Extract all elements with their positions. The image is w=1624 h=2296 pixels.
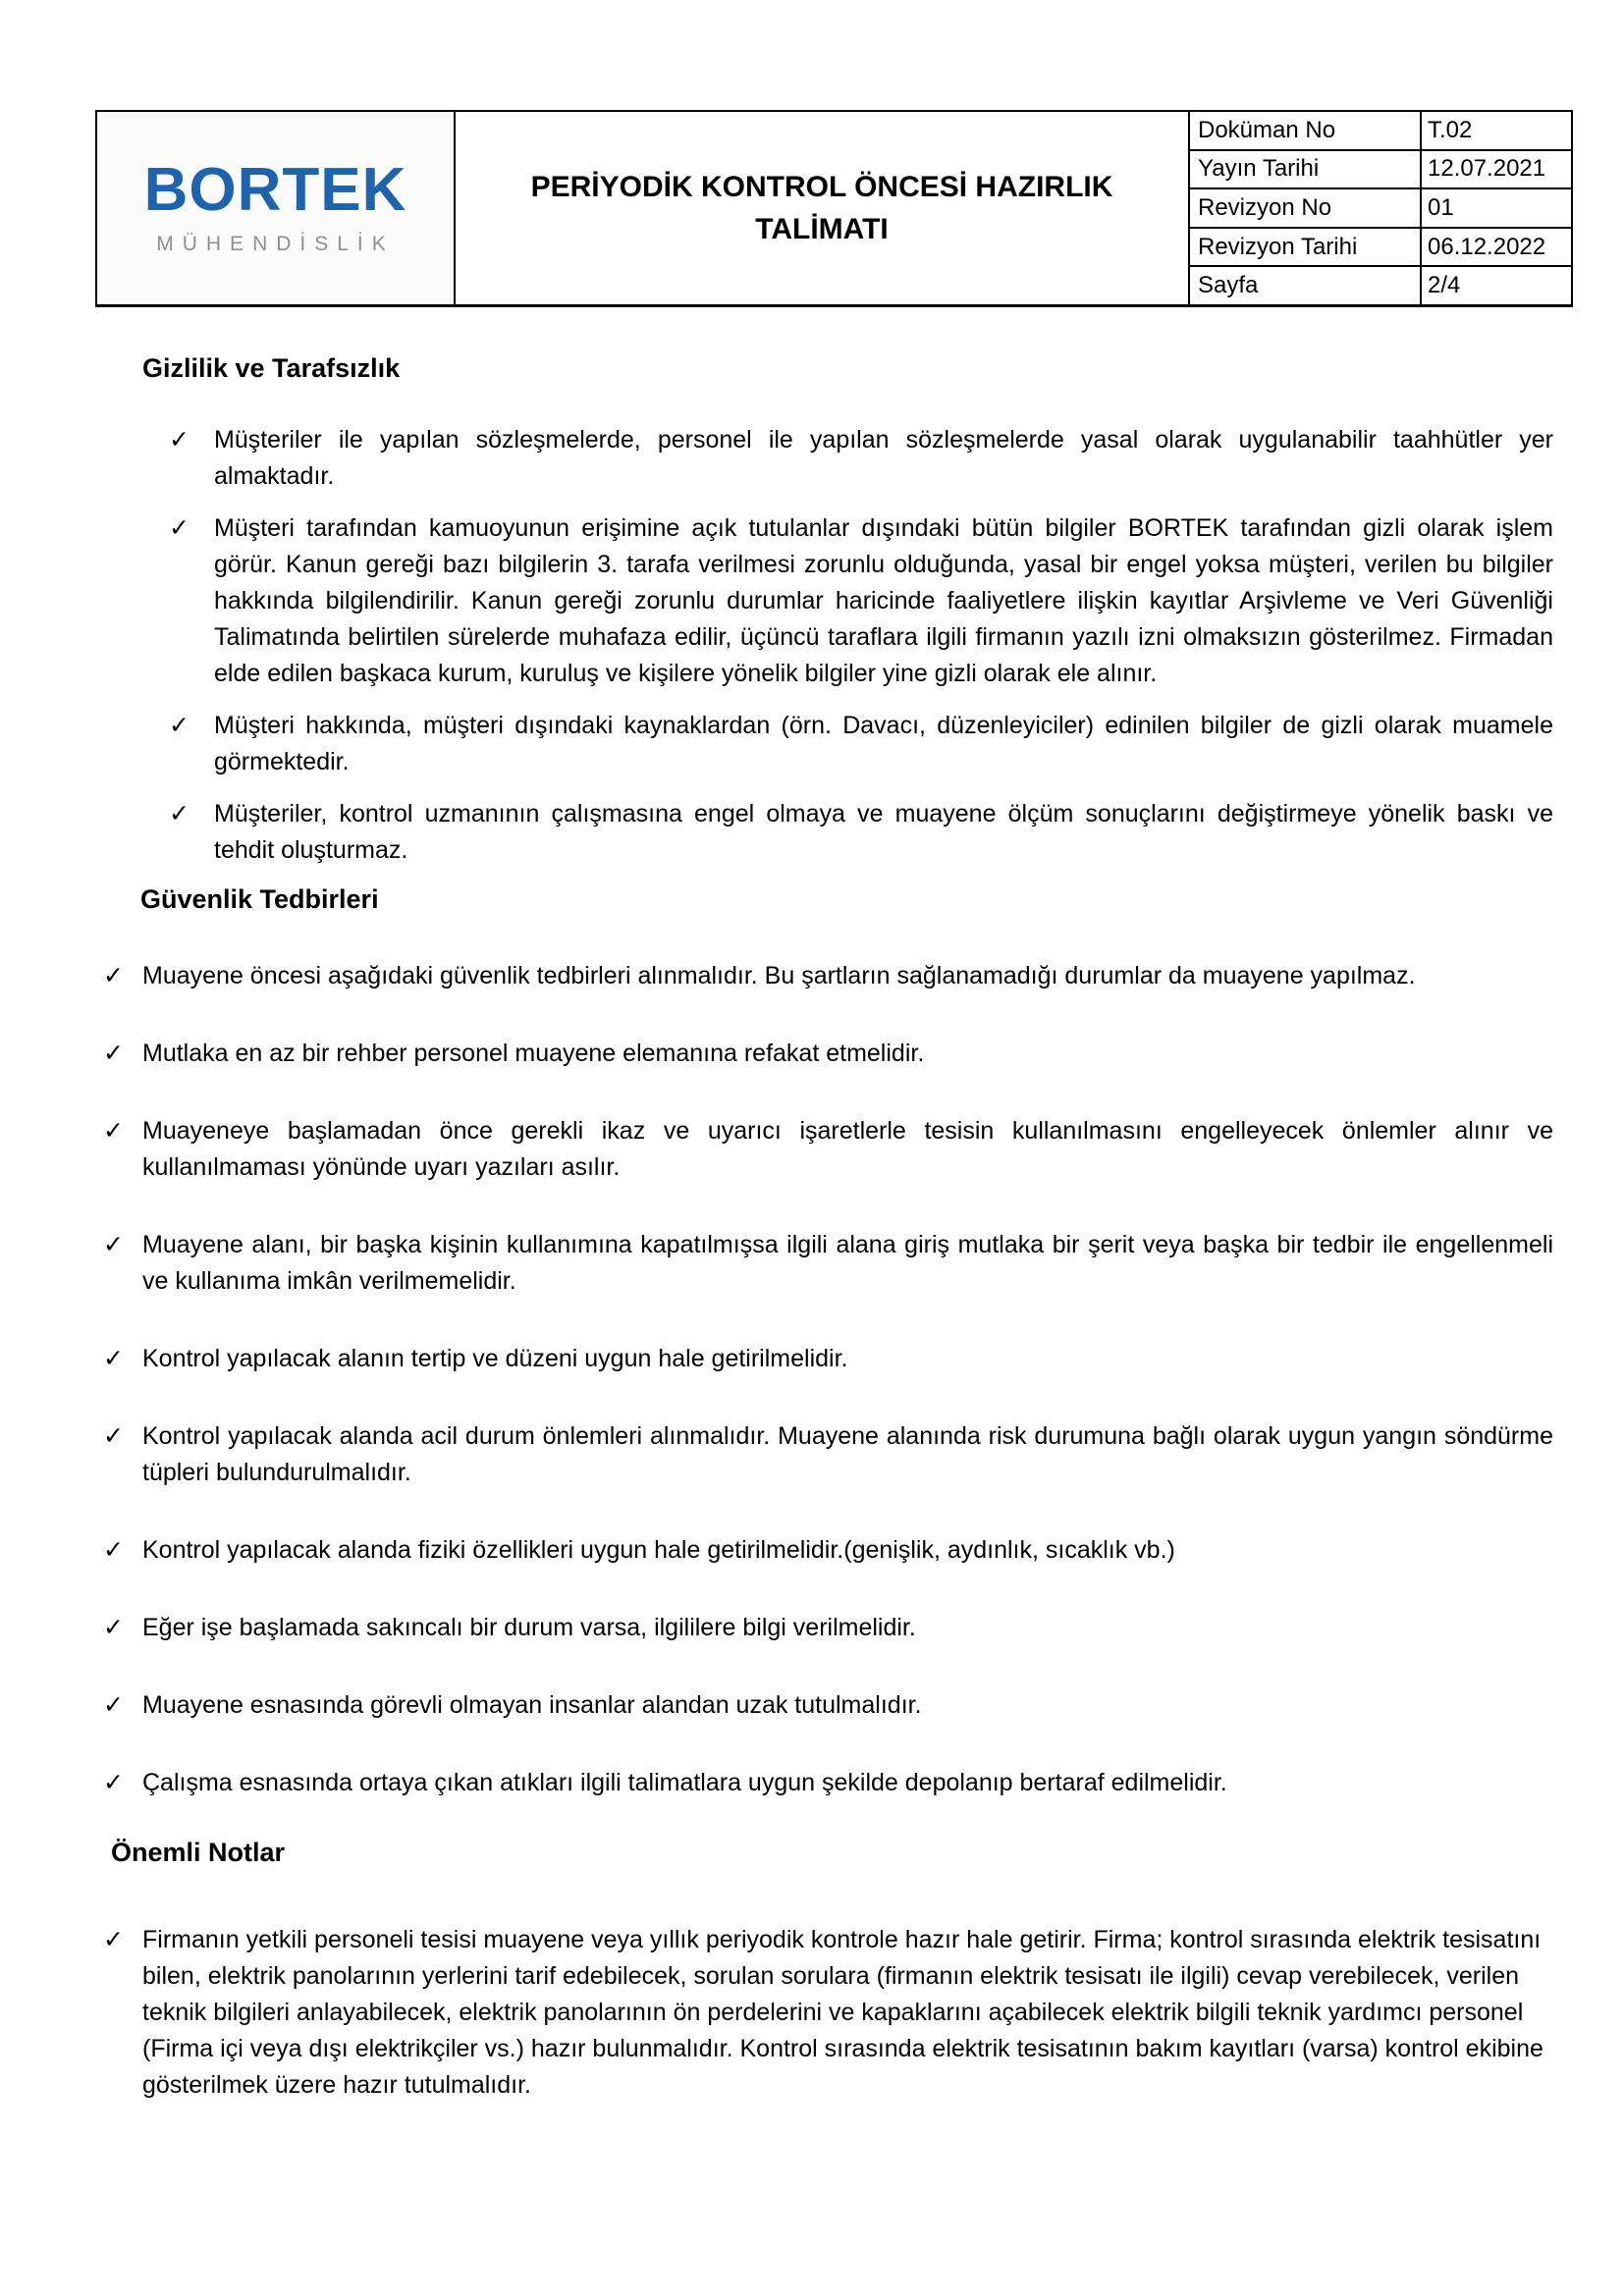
- info-label: Revizyon Tarihi: [1190, 229, 1422, 266]
- bullet-text: Muayene öncesi aşağıdaki güvenlik tedbirleri alınmalıdır. Bu şartların sağlanamadığı durumlar da muayene yapılmaz.: [142, 962, 1416, 989]
- checkmark-icon: ✓: [103, 1231, 124, 1258]
- bullet-text: Muayene esnasında görevli olmayan insanlar alandan uzak tutulmalıdır.: [142, 1691, 922, 1719]
- checkmark-icon: ✓: [103, 1691, 124, 1719]
- section-heading-onemli-notlar: Önemli Notlar: [111, 1838, 286, 1867]
- bullet-text: Kontrol yapılacak alanda acil durum önlemleri alınmalıdır. Muayene alanında risk durumuna bağlı olarak uygun yangın söndürme tüpleri bulundurulmalıdır.: [142, 1422, 1553, 1486]
- bullet-text: Eğer işe başlamada sakıncalı bir durum varsa, ilgililere bilgi verilmelidir.: [142, 1614, 916, 1641]
- document-header-table: [95, 110, 1573, 307]
- bullet-text: Müşteri hakkında, müşteri dışındaki kaynaklardan (örn. Davacı, düzenleyiciler) edinilen bilgiler de gizli olarak muamele görmektedir.: [214, 712, 1553, 775]
- bullet-text: Müşteri tarafından kamuoyunun erişimine açık tutulanlar dışındaki bütün bilgiler BORTEK tarafından gizli olarak işlem görür. Kanun gereği bazı bilgilerin 3. tarafa verilmesi zorunlu olduğunda, yasal bir engel yoksa müşteri, verilen bu bilgiler hakkında bilgilendirilir. Kanun gereği zorunlu durumlar haricinde faaliyetlere ilişkin kayıtlar Arşivleme ve Veri Güvenliği Talimatında belirtilen sürelerde muhafaza edilir, üçüncü taraflara ilgili firmanın yazılı izni olmaksızın gösterilmez. Firmadan elde edilen başkaca kurum, kuruluş ve kişilere yönelik bilgiler yine gizli olarak ele alınır.: [214, 514, 1553, 687]
- list-item: [103, 1610, 1553, 1646]
- bullet-text: Firmanın yetkili personeli tesisi muayene veya yıllık periyodik kontrole hazır hale getirir. Firma; kontrol sırasında elektrik tesisatını bilen, elektrik panolarının yerlerini tarif edebilecek, sorulan sorulara (firmanın elektrik tesisatı ile ilgili) cevap verebilecek, verilen teknik bilgileri anlayabilecek, elektrik panolarının ön perdelerini ve kapaklarını açabilecek elektrik bilgili teknik yardımcı personel (Firma içi veya dışı elektrikçiler vs.) hazır bulunmalıdır. Kontrol sırasında elektrik tesisatının bakım kayıtları (varsa) kontrol ekibine gösterilmek üzere hazır tutulmalıdır.: [142, 1926, 1543, 2099]
- list-item: [169, 510, 1553, 692]
- info-label: Revizyon No: [1190, 189, 1422, 227]
- checkmark-icon: ✓: [103, 1614, 124, 1641]
- list-item: [103, 1687, 1553, 1724]
- checkmark-icon: ✓: [103, 1536, 124, 1564]
- bullet-text: Müşteriler, kontrol uzmanının çalışmasına engel olmaya ve muayene ölçüm sonuçlarını değiştirmeye yönelik baskı ve tehdit oluşturmaz.: [214, 800, 1553, 864]
- checkmark-icon: ✓: [103, 1769, 124, 1796]
- info-label: Doküman No: [1190, 112, 1422, 149]
- list-item: [103, 1922, 1553, 2104]
- bullet-text: Kontrol yapılacak alanın tertip ve düzeni uygun hale getirilmelidir.: [142, 1345, 848, 1372]
- info-value: 06.12.2022: [1428, 233, 1546, 260]
- info-row: [1190, 151, 1571, 190]
- info-label: Sayfa: [1190, 267, 1422, 304]
- info-row: [1190, 112, 1571, 151]
- list-item: [169, 708, 1553, 780]
- info-value: 01: [1428, 193, 1454, 221]
- document-info-table: [1190, 112, 1571, 304]
- list-item: [103, 958, 1553, 994]
- info-row: [1190, 267, 1571, 304]
- section-heading-gizlilik: Gizlilik ve Tarafsızlık: [142, 353, 401, 383]
- checkmark-icon: ✓: [169, 514, 189, 542]
- info-value: 2/4: [1428, 272, 1461, 299]
- list-item: [103, 1418, 1553, 1491]
- bullet-text: Muayene alanı, bir başka kişinin kullanımına kapatılmışsa ilgili alana giriş mutlaka bir şerit veya başka bir tedbir ile engellenmeli ve kullanıma imkân verilmemelidir.: [142, 1231, 1553, 1295]
- info-value: T.02: [1428, 116, 1473, 143]
- bullet-text: Çalışma esnasında ortaya çıkan atıkları ilgili talimatlara uygun şekilde depolanıp bertaraf edilmelidir.: [142, 1769, 1227, 1796]
- brand-logo-subtitle: MÜHENDİSLİK: [156, 233, 395, 255]
- checkmark-icon: ✓: [103, 1345, 124, 1372]
- info-label: Yayın Tarihi: [1190, 151, 1422, 188]
- list-item: [103, 1113, 1553, 1186]
- list-item: [103, 1036, 1553, 1072]
- list-item: [103, 1227, 1553, 1300]
- info-value: 12.07.2021: [1428, 155, 1546, 183]
- list-item: [103, 1532, 1553, 1569]
- list-item: [169, 422, 1553, 495]
- info-row: [1190, 189, 1571, 229]
- info-row: [1190, 229, 1571, 268]
- checkmark-icon: ✓: [169, 426, 189, 454]
- logo: [97, 112, 456, 304]
- brand-logo-text: BORTEK: [143, 156, 407, 224]
- checkmark-icon: ✓: [103, 1422, 124, 1450]
- bullet-list-gizlilik: [169, 422, 1553, 869]
- checkmark-icon: ✓: [103, 1040, 124, 1067]
- checkmark-icon: ✓: [103, 962, 124, 989]
- bullet-list-guvenlik: [103, 958, 1553, 1801]
- bullet-text: Kontrol yapılacak alanda fiziki özellikleri uygun hale getirilmelidir.(genişlik, aydınlık, sıcaklık vb.): [142, 1536, 1175, 1564]
- bullet-text: Müşteriler ile yapılan sözleşmelerde, personel ile yapılan sözleşmelerde yasal olarak uygulanabilir taahhütler yer almaktadır.: [214, 426, 1553, 490]
- checkmark-icon: ✓: [169, 712, 189, 739]
- list-item: [169, 796, 1553, 869]
- list-item: [103, 1765, 1553, 1801]
- checkmark-icon: ✓: [103, 1926, 124, 1953]
- section-heading-guvenlik: Güvenlik Tedbirleri: [140, 884, 379, 914]
- list-item: [103, 1341, 1553, 1377]
- bullet-text: Mutlaka en az bir rehber personel muayene elemanına refakat etmelidir.: [142, 1040, 925, 1067]
- document-body: [0, 307, 1624, 2104]
- bullet-text: Muayeneye başlamadan önce gerekli ikaz ve uyarıcı işaretlerle tesisin kullanılmasını engelleyecek önlemler alınır ve kullanılmaması yönünde uyarı yazıları asılır.: [142, 1117, 1553, 1181]
- document-title: PERİYODİK KONTROL ÖNCESİ HAZIRLIK TALİMATI: [456, 112, 1190, 304]
- checkmark-icon: ✓: [103, 1117, 124, 1145]
- bullet-list-onemli-notlar: [103, 1922, 1553, 2104]
- checkmark-icon: ✓: [169, 800, 189, 828]
